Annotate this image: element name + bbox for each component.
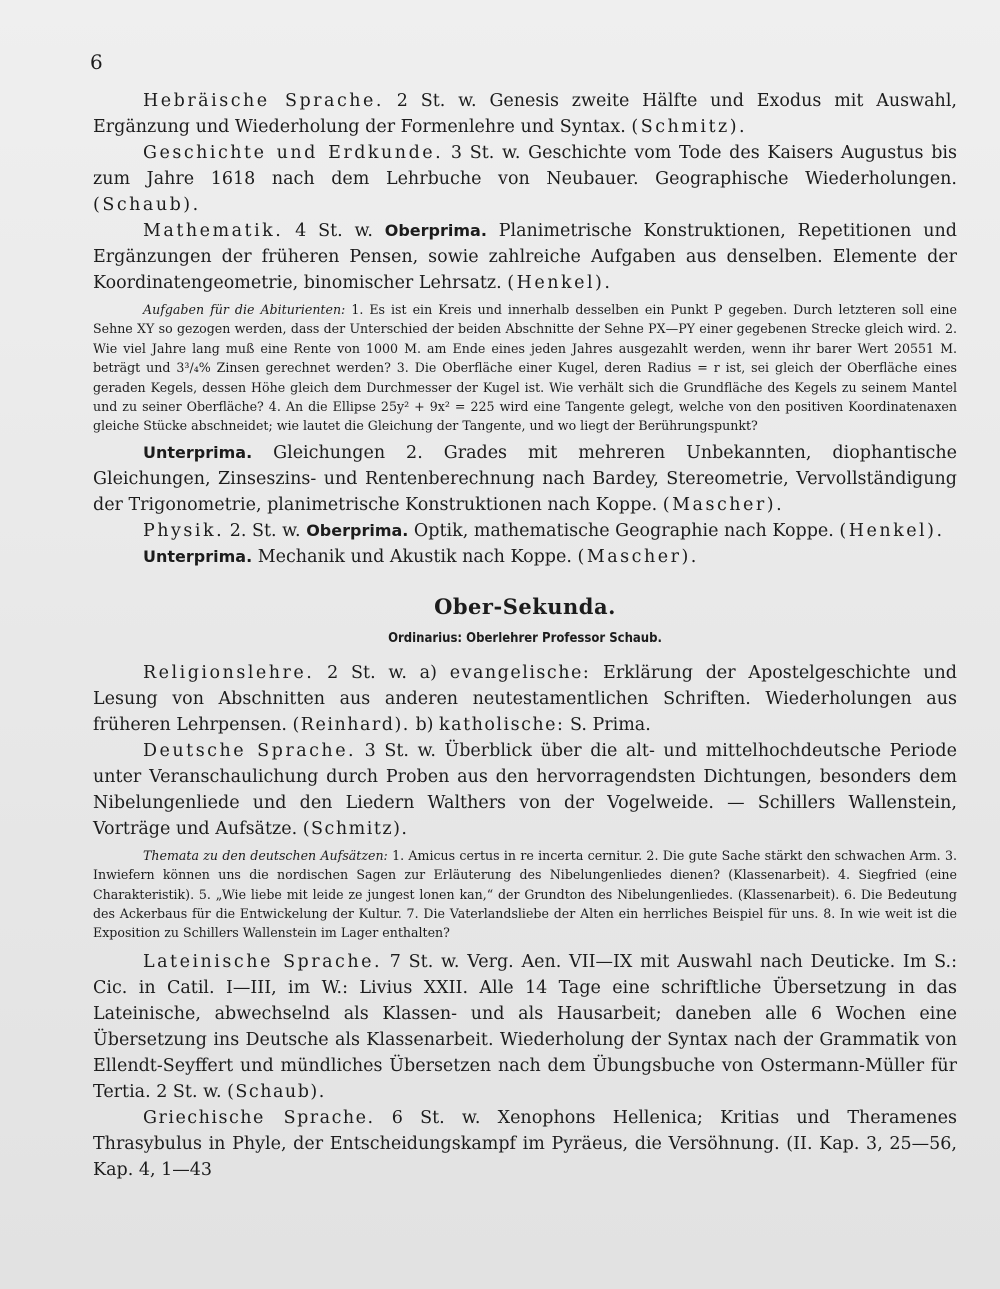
text-hebraeisch: 2 St. w. Genesis zweite Hälfte und Exodus mit Auswahl, Ergänzung und Wiederholung der Formenlehre und Syntax. <box>93 91 957 137</box>
subject-griechisch: Griechische Sprache. <box>143 1107 375 1128</box>
paragraph-griechisch <box>93 1105 957 1183</box>
text-religion-hours: 2 St. w. a) <box>314 662 450 683</box>
subject-mathematik: Mathematik. <box>143 221 284 241</box>
title-aufgaben: Aufgaben für die Abiturienten: <box>143 302 346 317</box>
text-latein: 7 St. w. Verg. Aen. VII—IX mit Auswahl nach Deuticke. Im S.: Cic. in Catil. I—III, im W.: Livius XXII. Alle 14 Tage eine schriftliche Übersetzung in das Lateinische, abwechselnd als Klassen- und als Hausarbeit; daneben alle 6 Wochen eine Übersetzung ins Deutsche als Klassenarbeit. Wiederholung der Syntax nach der Grammatik von Ellendt-Seyffert und mündliches Übersetzen nach dem Übungsbuche von Ostermann-Müller für Tertia. 2 St. w. <box>93 951 957 1102</box>
teacher-latein: (Schaub). <box>227 1081 326 1102</box>
text-religion-b: b) <box>409 714 440 735</box>
paragraph-hebraeisch <box>93 88 957 140</box>
label-unterprima-physik: Unterprima. <box>143 546 253 566</box>
title-themata: Themata zu den deutschen Aufsätzen: <box>143 847 388 863</box>
teacher-physik-unterprima: (Mascher). <box>577 546 699 567</box>
paragraph-religion <box>93 660 957 738</box>
subject-hebraeisch: Hebräische Sprache. <box>143 91 384 111</box>
page-number: 6 <box>90 50 103 74</box>
teacher-mathematik: (Henkel). <box>507 273 613 293</box>
text-physik-hours: 2. St. w. <box>224 520 307 541</box>
label-unterprima-math: Unterprima. <box>143 442 253 462</box>
teacher-unterprima-math: (Mascher). <box>662 494 785 515</box>
paragraph-geschichte <box>93 140 957 218</box>
text-religion-prima: S. Prima. <box>564 714 651 735</box>
section-ordinarius: Ordinarius: Oberlehrer Professor Schaub. <box>388 630 662 646</box>
subject-religion: Religionslehre. <box>143 662 315 683</box>
subject-deutsch: Deutsche Sprache. <box>143 740 357 761</box>
teacher-physik: (Henkel). <box>839 520 945 541</box>
text-unterprima-math: Gleichungen 2. Grades mit mehreren Unbekannten, diophantische Gleichungen, Zinseszins- und Rentenberechnung nach Bardey, Stereometrie, Vervollständigung der Trigonometrie, planimetrische Konstruktionen nach Koppe. <box>93 442 957 515</box>
teacher-religion: (Reinhard). <box>292 714 410 735</box>
page-content <box>93 88 957 1183</box>
paragraph-physik <box>93 518 957 544</box>
subject-geschichte: Geschichte und Erdkunde. <box>143 143 444 163</box>
subject-latein: Lateinische Sprache. <box>143 951 383 972</box>
section-heading: Ober-Sekunda. <box>434 593 616 619</box>
label-oberprima-math: Oberprima. <box>384 221 487 240</box>
text-mathematik: Planimetrische Konstruktionen, Repetitionen und Ergänzungen der früheren Pensen, sowie zahlreiche Aufgaben aus denselben. Elemente der Koordinatengeometrie, binomischer Lehrsatz. <box>93 221 957 293</box>
paragraph-themata <box>93 846 957 943</box>
text-religion: Erklärung der Apostelgeschichte und Lesung von Abschnitten aus anderen neutestamentlichen Schriften. Wiederholungen aus früheren Lehrpensen. <box>93 662 957 735</box>
paragraph-latein <box>93 949 957 1105</box>
text-physik-unterprima: Mechanik und Akustik nach Koppe. <box>252 546 578 567</box>
text-geschichte: 3 St. w. Geschichte vom Tode des Kaisers Augustus bis zum Jahre 1618 nach dem Lehrbuche von Neubauer. Geographische Wiederholungen. <box>93 143 957 189</box>
text-griechisch: 6 St. w. Xenophons Hellenica; Kritias und Theramenes Thrasybulus in Phyle, der Entscheidungskampf im Pyräeus, die Versöhnung. (II. Kap. 3, 25—56, Kap. 4, 1—43 <box>93 1107 958 1180</box>
subject-physik: Physik. <box>143 520 225 541</box>
label-oberprima-physik: Oberprima. <box>306 520 409 540</box>
text-themata: 1. Amicus certus in re incerta cernitur. 2. Die gute Sache stärkt den schwachen Arm. 3. Inwiefern können uns die nordischen Sagen zur Erläuterung des Nibelungenliedes dienen? (Klassenarbeit). 4. Siegfried (eine Charakteristik). 5. „Wie liebe mit leide ze jungest lonen kan,“ der Grundton des Nibelungenliedes. (Klassenarbeit). 6. Die Bedeutung des Ackerbaus für die Entwickelung der Kultur. 7. Die Vaterlandsliebe der Alten ein herrliches Beispiel für uns. 8. In wie weit ist die Exposition zu Schillers Wallenstein im Lager enthalten? <box>93 847 957 941</box>
paragraph-deutsch <box>93 738 957 842</box>
text-mathematik-hours: 4 St. w. <box>283 221 385 241</box>
text-physik: Optik, mathematische Geographie nach Koppe. <box>408 520 840 541</box>
teacher-deutsch: (Schmitz). <box>302 818 409 839</box>
label-katholisch: katholische: <box>439 714 565 735</box>
paragraph-aufgaben <box>93 300 957 436</box>
paragraph-unterprima-math <box>93 440 957 518</box>
label-evangelisch: evangelische: <box>449 662 591 683</box>
paragraph-physik-unterprima <box>93 544 957 570</box>
text-aufgaben: 1. Es ist ein Kreis und innerhalb desselben ein Punkt P gegeben. Durch letzteren soll eine Sehne XY so gezogen werden, dass der Unterschied der beiden Abschnitte der Sehne PX—PY einer gegebenen Strecke gleich wird. 2. Wie viel Jahre lang muß eine Rente von 1000 M. am Ende eines jeden Jahres ausgezahlt werden, wenn ihr barer Wert 20551 M. beträgt und 3³/₄% Zinsen gerechnet werden? 3. Die Oberfläche einer Kugel, deren Radius = r ist, sei gleich der Oberfläche eines geraden Kegels, dessen Höhe gleich dem Durchmesser der Kugel ist. Wie verhält sich die Grundfläche des Kegels zu seinem Mantel und zu seiner Oberfläche? 4. An die Ellipse 25y² + 9x² = 225 wird eine Tangente gelegt, welche von den positiven Koordinatenaxen gleiche Stücke abschneidet; wie lautet die Gleichung der Tangente, und wo liegt der Berührungspunkt? <box>93 302 957 434</box>
teacher-hebraeisch: (Schmitz). <box>631 117 748 137</box>
teacher-geschichte: (Schaub). <box>93 195 201 215</box>
paragraph-mathematik <box>93 218 957 296</box>
text-deutsch: 3 St. w. Überblick über die alt- und mittelhochdeutsche Periode unter Veranschaulichung durch Proben aus den hervorragendsten Dichtungen, besonders dem Nibelungenliede und den Liedern Walthers von der Vogelweide. — Schillers Wallenstein, Vorträge und Aufsätze. <box>93 740 957 839</box>
